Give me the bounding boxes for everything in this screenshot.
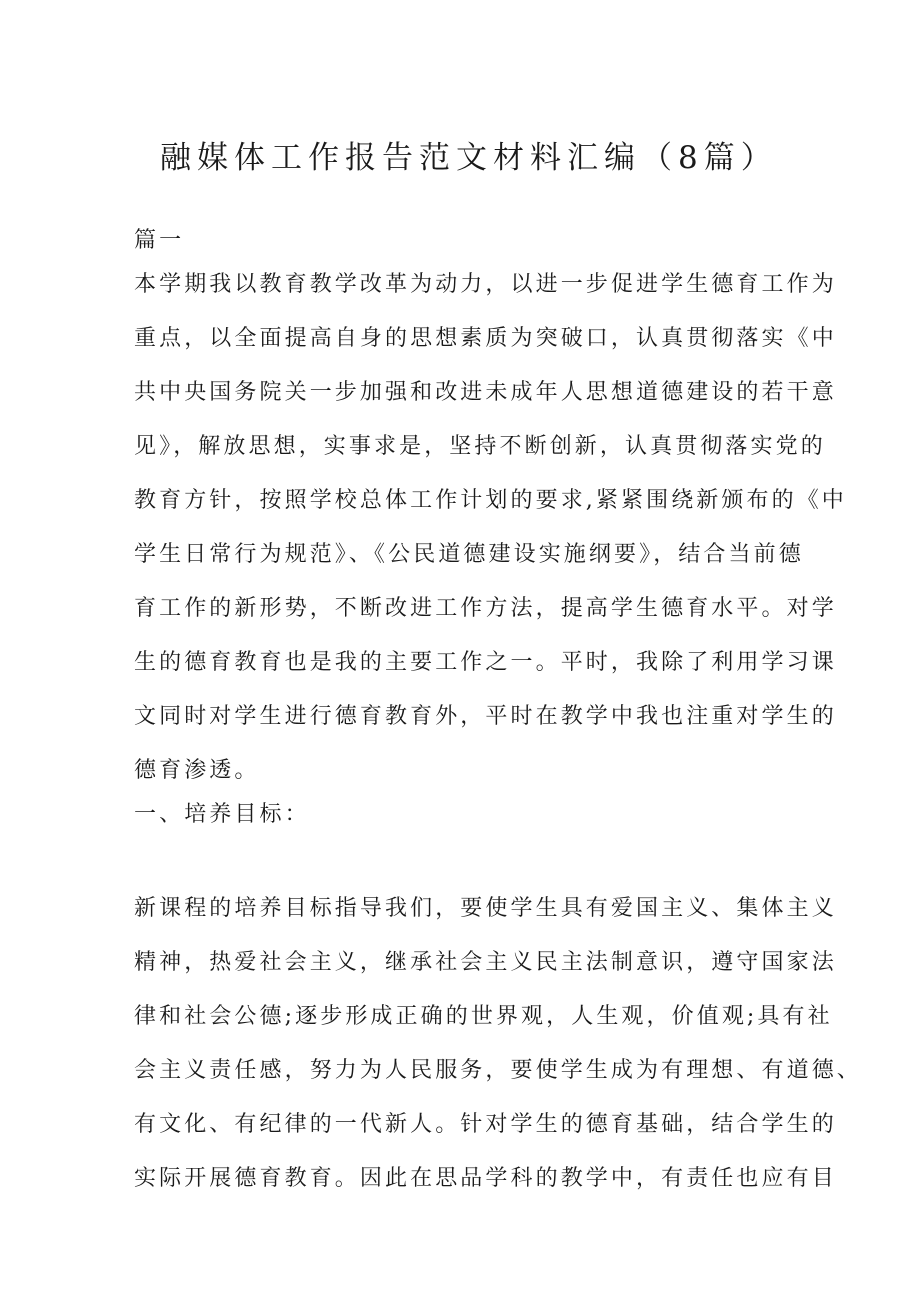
- paragraph-line: 见》，解放思想，实事求是，坚持不断创新，认真贯彻落实党的: [134, 434, 826, 459]
- paragraph-2: [134, 882, 862, 1206]
- paragraph-line: 重点，以全面提高自身的思想素质为突破口，认真贯彻落实《中: [134, 326, 837, 351]
- paragraph-line: 本学期我以教育教学改革为动力，以进一步促进学生德育工作为: [134, 272, 837, 297]
- paragraph-line: 育工作的新形势，不断改进工作方法，提高学生德育水平。对学: [134, 596, 837, 621]
- paragraph-line: 教育方针，按照学校总体工作计划的要求,紧紧围绕新颁布的《中: [134, 488, 847, 513]
- paragraph-line: 生的德育教育也是我的主要工作之一。平时，我除了利用学习课: [134, 650, 837, 675]
- paragraph-line: 律和社会公德;逐步形成正确的世界观，人生观，价值观;具有社: [134, 1004, 833, 1029]
- paragraph-line: 德育渗透。: [134, 758, 260, 783]
- document-title: 融媒体工作报告范文材料汇编（8篇）: [160, 140, 778, 176]
- paragraph-line: 文同时对学生进行德育教育外，平时在教学中我也注重对学生的: [134, 704, 837, 729]
- paragraph-line: 有文化、有纪律的一代新人。针对学生的德育基础，结合学生的: [134, 1112, 837, 1137]
- paragraph-line: 共中央国务院关一步加强和改进未成年人思想道德建设的若干意: [134, 380, 837, 405]
- paragraph-line: 会主义责任感，努力为人民服务，要使学生成为有理想、有道德、: [134, 1058, 862, 1083]
- paragraph-line: 新课程的培养目标指导我们，要使学生具有爱国主义、集体主义: [134, 896, 837, 921]
- section-label: 篇一: [134, 228, 185, 253]
- paragraph-line: 学生日常行为规范》、《公民道德建设实施纲要》，结合当前德: [134, 542, 804, 567]
- paragraph-line: 实际开展德育教育。因此在思品学科的教学中，有责任也应有目: [134, 1166, 837, 1191]
- paragraph-1: [134, 258, 847, 798]
- paragraph-line: 精神，热爱社会主义，继承社会主义民主法制意识，遵守国家法: [134, 950, 837, 975]
- heading-training-goals: 一、培养目标：: [134, 802, 310, 827]
